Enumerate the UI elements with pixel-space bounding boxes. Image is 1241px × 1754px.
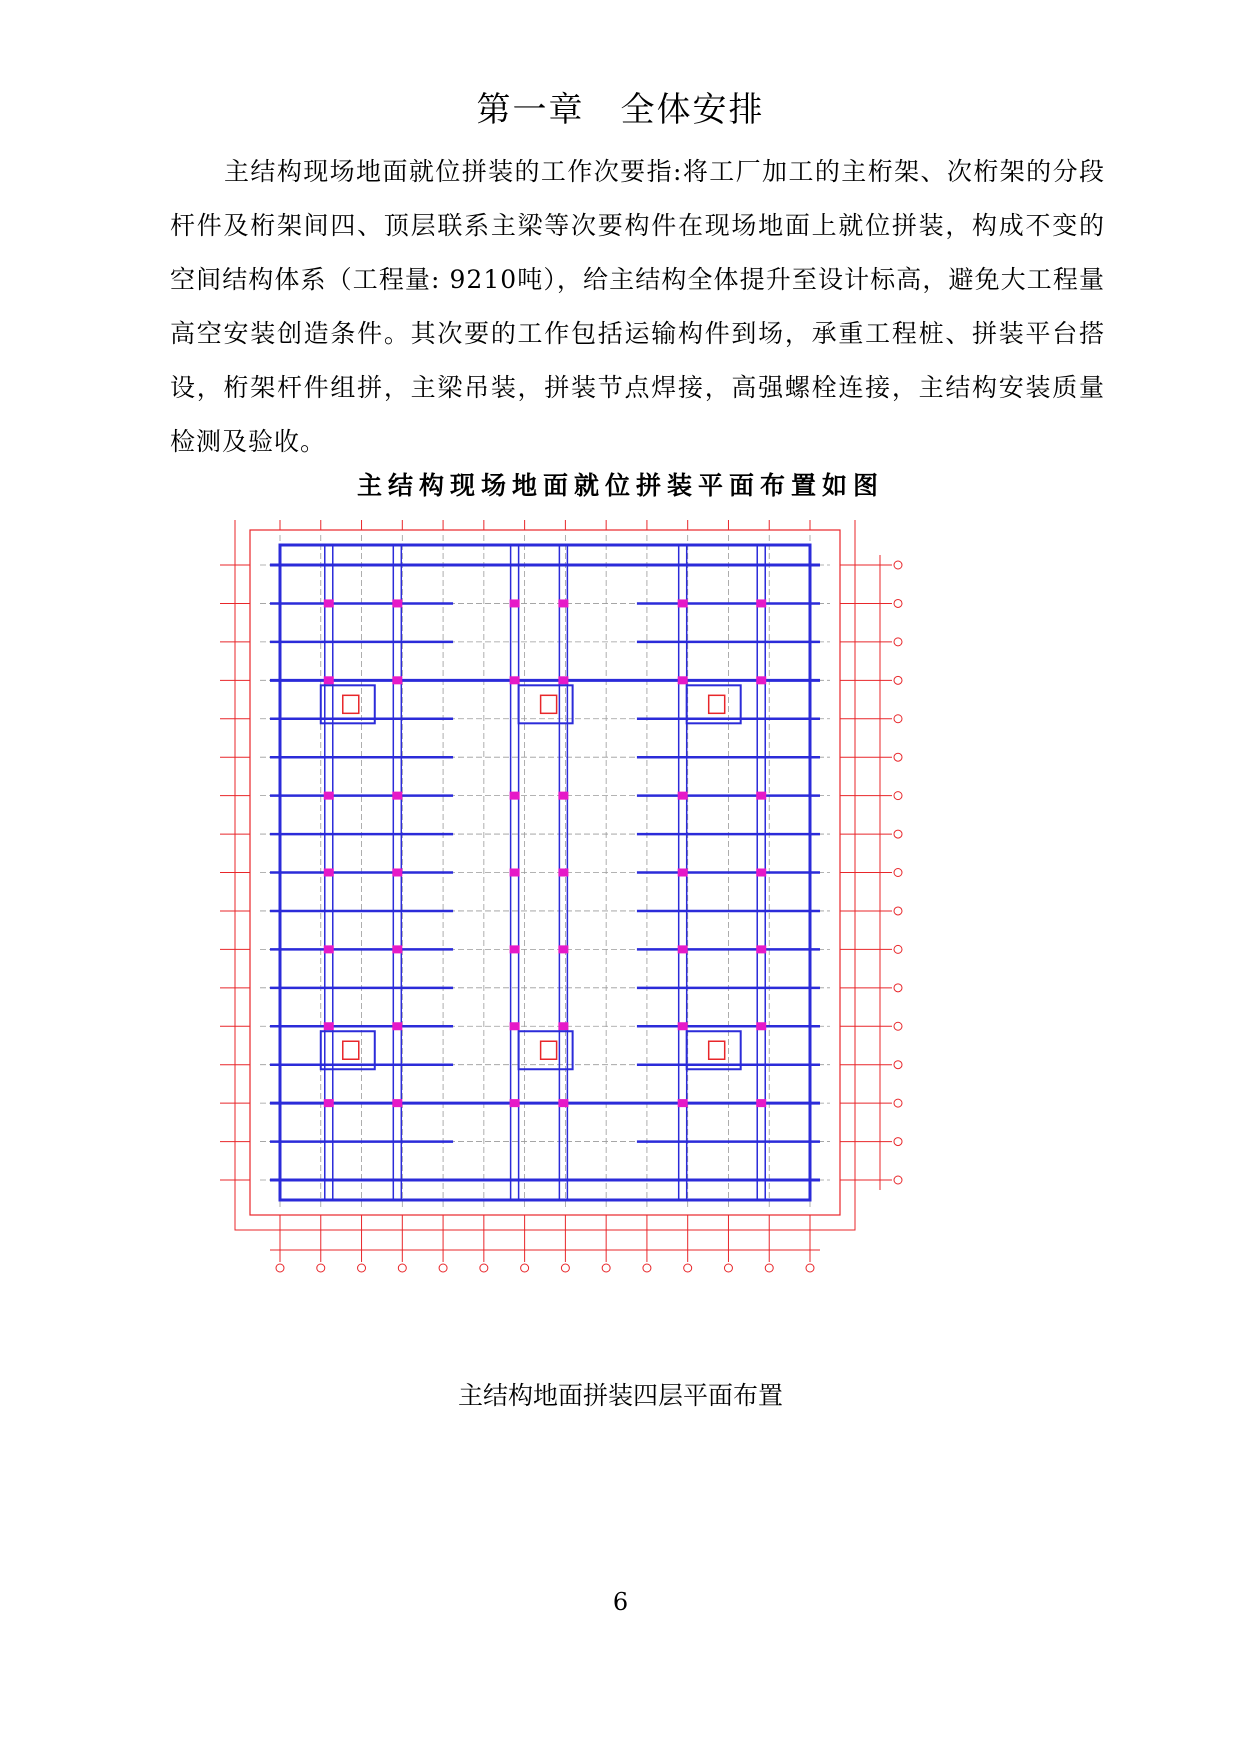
- axis-bubble: [894, 1061, 902, 1069]
- column-marker: [678, 599, 688, 607]
- column-marker: [392, 676, 402, 684]
- axis-bubble: [894, 907, 902, 915]
- figure-heading: 主结构现场地面就位拼装平面布置如图: [356, 471, 884, 500]
- page-number: 6: [612, 1588, 629, 1616]
- column-marker: [392, 869, 402, 877]
- column-marker: [324, 945, 334, 953]
- axis-bubble: [765, 1264, 773, 1272]
- axis-bubble: [894, 1099, 902, 1107]
- column-marker: [558, 1099, 568, 1107]
- column-marker: [324, 1099, 334, 1107]
- column-marker: [392, 792, 402, 800]
- column-marker: [558, 792, 568, 800]
- axis-bubble: [894, 753, 902, 761]
- stair-symbol: [709, 695, 725, 713]
- column-marker: [756, 676, 766, 684]
- column-marker: [678, 792, 688, 800]
- column-marker: [324, 869, 334, 877]
- core-wall: [519, 685, 573, 723]
- chapter-title: 第一章 全体安排: [476, 90, 765, 130]
- axis-bubble: [521, 1264, 529, 1272]
- stair-symbol: [541, 695, 557, 713]
- column-marker: [324, 792, 334, 800]
- axis-bubbles: [220, 520, 902, 1272]
- axis-bubble: [894, 715, 902, 723]
- column-marker: [678, 676, 688, 684]
- axis-bubble: [561, 1264, 569, 1272]
- column-marker: [510, 599, 520, 607]
- floor-plan-drawing: [220, 520, 980, 1358]
- column-marker: [756, 599, 766, 607]
- stair-symbol: [343, 695, 359, 713]
- stair-symbol: [541, 1041, 557, 1059]
- axis-bubble: [894, 1138, 902, 1146]
- column-marker: [678, 945, 688, 953]
- column-marker: [392, 1099, 402, 1107]
- column-marker: [324, 599, 334, 607]
- axis-bubble: [894, 676, 902, 684]
- column-marker: [510, 1022, 520, 1030]
- column-marker: [678, 1022, 688, 1030]
- stair-symbol: [709, 1041, 725, 1059]
- column-marker: [324, 1022, 334, 1030]
- axis-bubble: [806, 1264, 814, 1272]
- axis-bubble: [894, 830, 902, 838]
- body-paragraph: 主结构现场地面就位拼装的工作次要指:将工厂加工的主桁架、次桁架的分段杆件及桁架间四、顶层联系主梁等次要构件在现场地面上就位拼装，构成不变的空间结构体系（工程量: 9210吨），给主结构全体提升至设计标高，避免大工程量高空安装创造条件。其次要的工作包括运输构件到场，承重工程桩、拼装平台搭设，桁架杆件组拼，主梁吊装，拼装节点焊接，高强螺栓连接，主结构安装质量检测及验收。: [170, 157, 1105, 456]
- axis-bubble: [894, 1176, 902, 1184]
- column-marker: [756, 792, 766, 800]
- figure-caption: 主结构地面拼装四层平面布置: [457, 1381, 783, 1410]
- axis-bubble: [602, 1264, 610, 1272]
- axis-bubble: [894, 561, 902, 569]
- axis-bubble: [894, 599, 902, 607]
- axis-bubble: [684, 1264, 692, 1272]
- column-marker: [678, 869, 688, 877]
- axis-bubble: [894, 792, 902, 800]
- axis-bubble: [894, 638, 902, 646]
- axis-bubble: [894, 945, 902, 953]
- column-marker: [558, 869, 568, 877]
- column-marker: [392, 1022, 402, 1030]
- column-marker: [324, 676, 334, 684]
- stair-symbol: [343, 1041, 359, 1059]
- column-marker: [756, 1099, 766, 1107]
- core-wall: [519, 1031, 573, 1069]
- plan-core-walls: [321, 685, 741, 1069]
- column-marker: [510, 945, 520, 953]
- axis-bubble: [643, 1264, 651, 1272]
- column-marker: [756, 945, 766, 953]
- column-marker: [558, 599, 568, 607]
- column-marker: [558, 945, 568, 953]
- column-marker: [558, 1022, 568, 1030]
- column-marker: [510, 676, 520, 684]
- column-marker: [510, 1099, 520, 1107]
- axis-bubble: [358, 1264, 366, 1272]
- column-marker: [678, 1099, 688, 1107]
- axis-bubble: [317, 1264, 325, 1272]
- column-marker: [510, 869, 520, 877]
- axis-bubble: [480, 1264, 488, 1272]
- column-marker: [756, 1022, 766, 1030]
- axis-bubble: [894, 984, 902, 992]
- column-marker: [392, 945, 402, 953]
- column-marker: [392, 599, 402, 607]
- column-marker: [510, 792, 520, 800]
- axis-bubble: [724, 1264, 732, 1272]
- axis-bubble: [398, 1264, 406, 1272]
- column-marker: [558, 676, 568, 684]
- axis-bubble: [439, 1264, 447, 1272]
- column-marker: [756, 869, 766, 877]
- axis-bubble: [894, 869, 902, 877]
- axis-bubble: [276, 1264, 284, 1272]
- axis-bubble: [894, 1022, 902, 1030]
